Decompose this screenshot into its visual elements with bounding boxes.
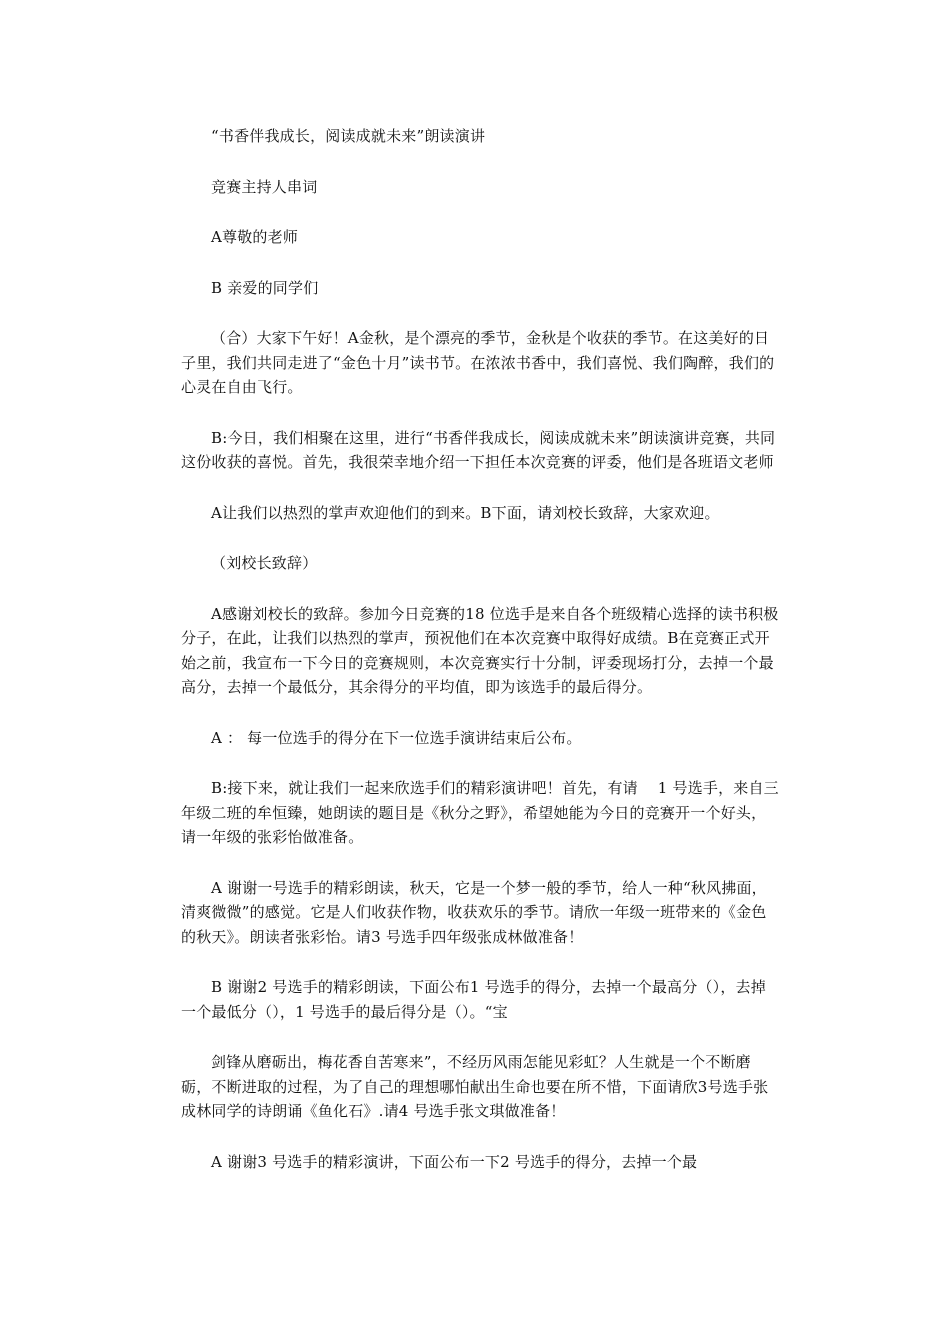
paragraph: B 亲爱的同学们 (211, 278, 319, 297)
document-body (181, 124, 781, 1174)
paragraph: B:接下来，就让我们一起来欣选手们的精彩演讲吧！首先，有请 1 号选手，来自三年级二班的牟恒臻，她朗读的题目是《秋分之野》，希望她能为今日的竞赛开一个好头，请一年级的张彩怡做准备。 (181, 779, 779, 846)
paragraph: A 谢谢一号选手的精彩朗读，秋天，它是一个梦一般的季节，给人一种“秋风拂面，清爽微微”的感觉。它是人们收获作物，收获欢乐的季节。请欣一年级一班带来的《金色的秋天》。朗读者张彩怡。请3 号选手四年级张成林做准备！ (181, 878, 767, 946)
paragraph: A感谢刘校长的致辞。参加今日竞赛的18 位选手是来自各个班级精心选择的读书积极分子，在此，让我们以热烈的掌声，预祝他们在本次竞赛中取得好成绩。B在竞赛正式开始之前，我宣布一下今日的竞赛规则，本次竞赛实行十分制，评委现场打分，去掉一个最高分，去掉一个最低分，其余得分的平均值，即为该选手的最后得分。 (181, 604, 779, 696)
paragraph: A尊敬的老师 (211, 228, 299, 246)
paragraph: A让我们以热烈的掌声欢迎他们的到来。B下面，请刘校长致辞，大家欢迎。 (211, 503, 720, 522)
paragraph: （合）大家下午好！A金秋，是个漂亮的季节，金秋是个收获的季节。在这美好的日子里，我们共同走进了“金色十月”读书节。在浓浓书香中，我们喜悦、我们陶醉，我们的心灵在自由飞行。 (181, 329, 775, 396)
paragraph: 剑锋从磨砺出，梅花香自苦寒来”，不经历风雨怎能见彩虹？人生就是一个不断磨砺，不断进取的过程，为了自己的理想哪怕献出生命也要在所不惜，下面请欣3号选手张成林同学的诗朗诵《鱼化石》.请4 号选手张文琪做准备！ (181, 1053, 769, 1120)
paragraph: A 谢谢3 号选手的精彩演讲，下面公布一下2 号选手的得分，去掉一个最 (211, 1152, 698, 1171)
paragraph: B 谢谢2 号选手的精彩朗读，下面公布1 号选手的得分，去掉一个最高分（），去掉一个最低分（），1 号选手的最后得分是（）。“宝 (181, 978, 766, 1021)
document-title: “书香伴我成长，阅读成就未来”朗读演讲 (211, 127, 486, 145)
paragraph: A ： 每一位选手的得分在下一位选手演讲结束后公布。 (211, 728, 582, 747)
document-subtitle: 竞赛主持人串词 (211, 177, 318, 196)
paragraph: B:今日，我们相聚在这里，进行“书香伴我成长，阅读成就未来”朗读演讲竞赛，共同这份收获的喜悦。首先，我很荣幸地介绍一下担任本次竞赛的评委，他们是各班语文老师 (181, 428, 776, 471)
paragraph: （刘校长致辞） (211, 554, 318, 572)
